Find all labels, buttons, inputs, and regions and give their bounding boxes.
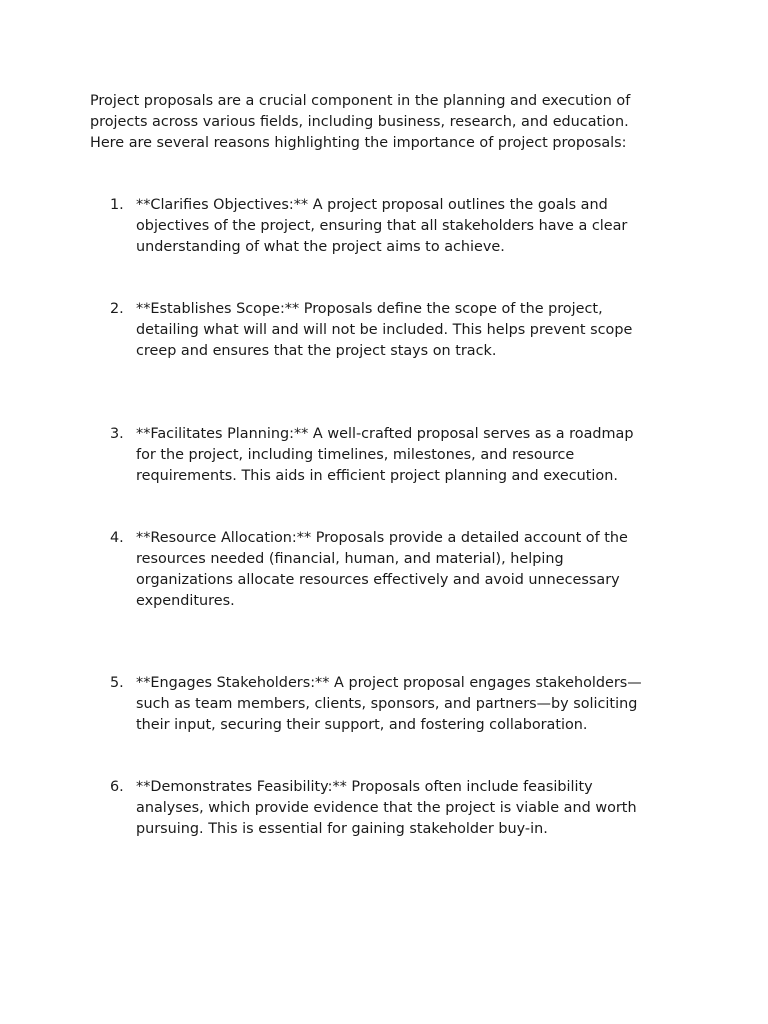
list-item-number: 1. [110,197,124,213]
list-item-number: 3. [110,426,124,442]
list-item-text: **Resource Allocation:** Proposals provide a detailed account of the resources needed (financial, human, and material), helping organizations allocate resources effectively and avoid unnecessary expenditures. [136,530,628,609]
list-item-text: **Establishes Scope:** Proposals define the scope of the project, detailing what will and will not be included. This helps prevent scope creep and ensures that the project stays on track. [136,301,633,359]
list-item-number: 4. [110,530,124,546]
list-item-number: 6. [110,779,124,795]
list-item-number: 2. [110,301,124,317]
list-item-text: **Engages Stakeholders:** A project proposal engages stakeholders— such as team members, clients, sponsors, and partners—by soliciting their input, securing their support, and fostering collaboration. [136,675,642,733]
intro-paragraph: Project proposals are a crucial component in the planning and execution of projects across various fields, including business, research, and education. Here are several reasons highlighting the importance of project proposals: [90,93,631,151]
list-item-number: 5. [110,675,124,691]
list-item-text: **Demonstrates Feasibility:** Proposals often include feasibility analyses, which provide evidence that the project is viable and worth pursuing. This is essential for gaining stakeholder buy-in. [136,779,637,837]
list-item-text: **Facilitates Planning:** A well-crafted proposal serves as a roadmap for the project, including timelines, milestones, and resource requirements. This aids in efficient project planning and execution. [136,426,634,484]
list-item-text: **Clarifies Objectives:** A project proposal outlines the goals and objectives of the project, ensuring that all stakeholders have a clear understanding of what the project aims to achieve. [136,197,628,255]
